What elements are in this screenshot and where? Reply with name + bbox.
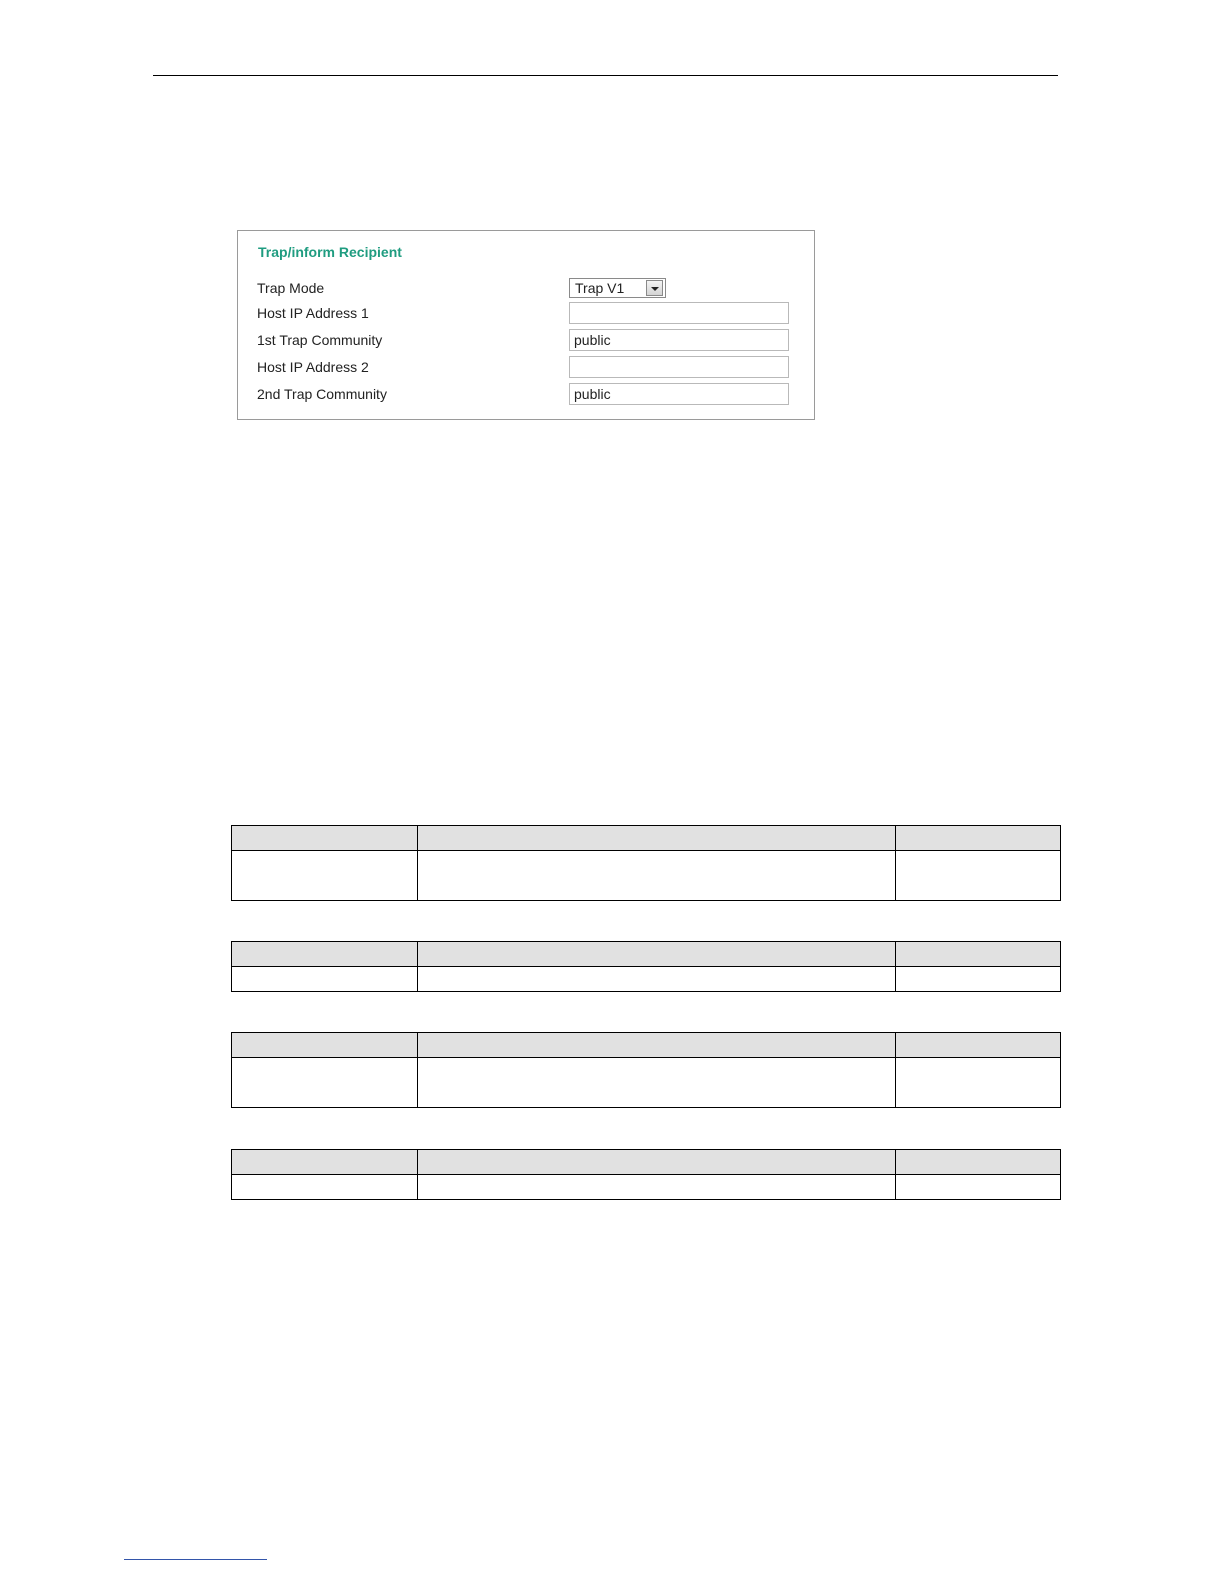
setting-table-4 bbox=[231, 1149, 1061, 1200]
table-cell bbox=[418, 967, 896, 992]
table-row bbox=[232, 967, 1061, 992]
column-header bbox=[896, 826, 1061, 851]
trap-inform-recipient-panel bbox=[237, 230, 815, 420]
trap-mode-label: Trap Mode bbox=[257, 280, 325, 296]
column-header bbox=[232, 942, 418, 967]
table-cell bbox=[232, 1175, 418, 1200]
table-cell bbox=[418, 1175, 896, 1200]
second-trap-community-input[interactable]: public bbox=[569, 383, 789, 405]
footer-link-underline bbox=[124, 1559, 267, 1560]
host-ip-address-2-row bbox=[238, 356, 814, 380]
first-trap-community-input[interactable]: public bbox=[569, 329, 789, 351]
table-cell bbox=[232, 1058, 418, 1108]
host-ip-address-1-input[interactable] bbox=[569, 302, 789, 324]
table-row bbox=[232, 1058, 1061, 1108]
host-ip-address-1-row bbox=[238, 302, 814, 326]
header-rule bbox=[153, 75, 1058, 76]
table-cell bbox=[418, 1058, 896, 1108]
trap-mode-select[interactable] bbox=[569, 278, 666, 298]
table-cell bbox=[896, 1175, 1061, 1200]
column-header bbox=[418, 826, 896, 851]
table-cell bbox=[896, 967, 1061, 992]
column-header bbox=[418, 942, 896, 967]
second-trap-community-row bbox=[238, 383, 814, 407]
second-trap-community-label: 2nd Trap Community bbox=[257, 386, 387, 402]
dropdown-button[interactable] bbox=[646, 280, 663, 296]
table-row bbox=[232, 851, 1061, 901]
setting-table-2 bbox=[231, 941, 1061, 992]
table-row bbox=[232, 1175, 1061, 1200]
table-header-row bbox=[232, 1033, 1061, 1058]
column-header bbox=[232, 826, 418, 851]
table-cell bbox=[896, 1058, 1061, 1108]
table-header-row bbox=[232, 942, 1061, 967]
column-header bbox=[896, 1150, 1061, 1175]
chevron-down-icon bbox=[651, 287, 659, 291]
column-header bbox=[418, 1033, 896, 1058]
table-cell bbox=[418, 851, 896, 901]
column-header bbox=[232, 1150, 418, 1175]
host-ip-address-2-label: Host IP Address 2 bbox=[257, 359, 369, 375]
first-trap-community-label: 1st Trap Community bbox=[257, 332, 383, 348]
column-header bbox=[232, 1033, 418, 1058]
table-header-row bbox=[232, 826, 1061, 851]
column-header bbox=[418, 1150, 896, 1175]
panel-title: Trap/inform Recipient bbox=[258, 244, 402, 260]
column-header bbox=[896, 1033, 1061, 1058]
trap-mode-value: Trap V1 bbox=[575, 280, 625, 296]
setting-table-3 bbox=[231, 1032, 1061, 1108]
host-ip-address-2-input[interactable] bbox=[569, 356, 789, 378]
table-header-row bbox=[232, 1150, 1061, 1175]
column-header bbox=[896, 942, 1061, 967]
table-cell bbox=[896, 851, 1061, 901]
trap-mode-row bbox=[238, 277, 814, 301]
table-cell bbox=[232, 851, 418, 901]
first-trap-community-row bbox=[238, 329, 814, 353]
host-ip-address-1-label: Host IP Address 1 bbox=[257, 305, 369, 321]
setting-table-1 bbox=[231, 825, 1061, 901]
table-cell bbox=[232, 967, 418, 992]
